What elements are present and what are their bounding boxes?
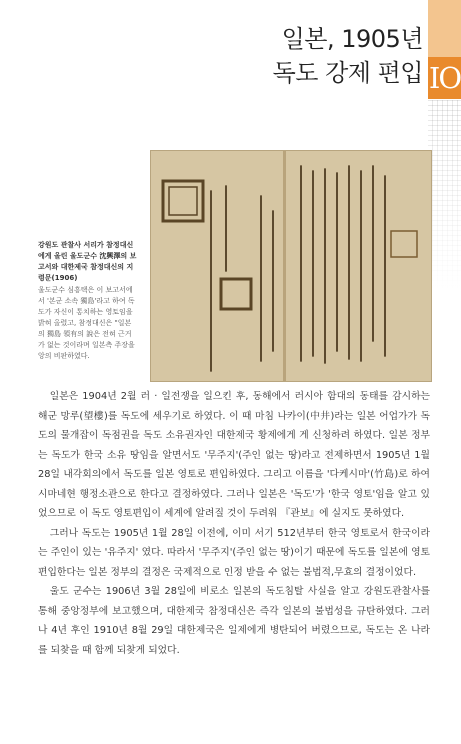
page-title-line-2: 독도 강제 편입 — [272, 59, 423, 87]
chapter-number-tab: IO — [428, 57, 461, 99]
body-paragraph-1: 일본은 1904년 2월 러 · 일전쟁을 일으킨 후, 동해에서 러시아 함대의 동태를 감시하는 해군 망루(望樓)를 독도에 세우기로 하였다. 이 때 마침 나카이(中井)라는 일본 어업가가 독도의 물개잡이 독점권을 독도 소유권자인 대한제국 황제에게 게 신청하려 하였다. 일본 정부는 독도가 한국 소유 땅임을 알면서도 '무주지'(주인 없는 땅)라고 전제하면서 1905년 1월 28일 내각회의에서 독도를 일본 영토로 편입하였다. 그리고 이름을 '다케시마'(竹島)로 하여 시마네현 행정소관으로 한다고 결정하였다. 그러나 일본은 '독도'가 '한국 영토'임을 알고 있었으므로 이 독도 영토편입이 세계에 알려질 것이 두려워 『관보』에 실지도 못하였다. — [38, 391, 430, 519]
photo-caption — [38, 240, 138, 362]
body-paragraph-2: 그러나 독도는 1905년 1월 28일 이전에, 이미 서기 512년부터 한국 영토로서 한국이라는 주인이 있는 '유주지' 였다. 따라서 '무주지'(주인 없는 땅)이기 때문에 독도를 일본에 영토편입한다는 일본 정부의 결정은 국제적으로 인정 받을 수 없는 불법적,무효의 결정이었다. — [38, 527, 430, 578]
body-paragraph-3: 울도 군수는 1906년 3월 28일에 비로소 일본의 독도침탈 사실을 알고 강원도관찰사를 통해 중앙정부에 보고했으며, 대한제국 참정대신은 즉각 일본의 불법성을 규탄하였다. 그러나 4년 후인 1910년 8월 29일 대한제국은 일제에게 병탄되어 버렸으므로, 독도는 온 나라를 되찾을 때 함께 되찾게 되었다. — [38, 586, 430, 656]
page-title — [273, 22, 423, 90]
decorative-pattern — [428, 100, 461, 290]
historical-document-image — [151, 151, 431, 381]
caption-body: 울도군수 심흥택은 이 보고서에서 '본군 소속 獨島'라고 하여 독도가 자신이 통치하는 영토임을 밝혀 올렸고, 참정대신은 "일본의 獨島 領有의 說은 전혀 근거가 없는 것이라며 일본측 주장을 앙의 비판하였다. — [38, 286, 135, 360]
caption-title: 강원도 관찰사 서리가 참정대신에게 올린 울도군수 沈興澤의 보고서와 대한제국 참정대신의 지령문(1906) — [38, 241, 137, 282]
historical-document-photo — [150, 150, 432, 382]
page-title-line-1: 일본, 1905년 — [281, 25, 423, 53]
chapter-tab-strip — [428, 0, 461, 57]
article-body — [38, 387, 430, 660]
